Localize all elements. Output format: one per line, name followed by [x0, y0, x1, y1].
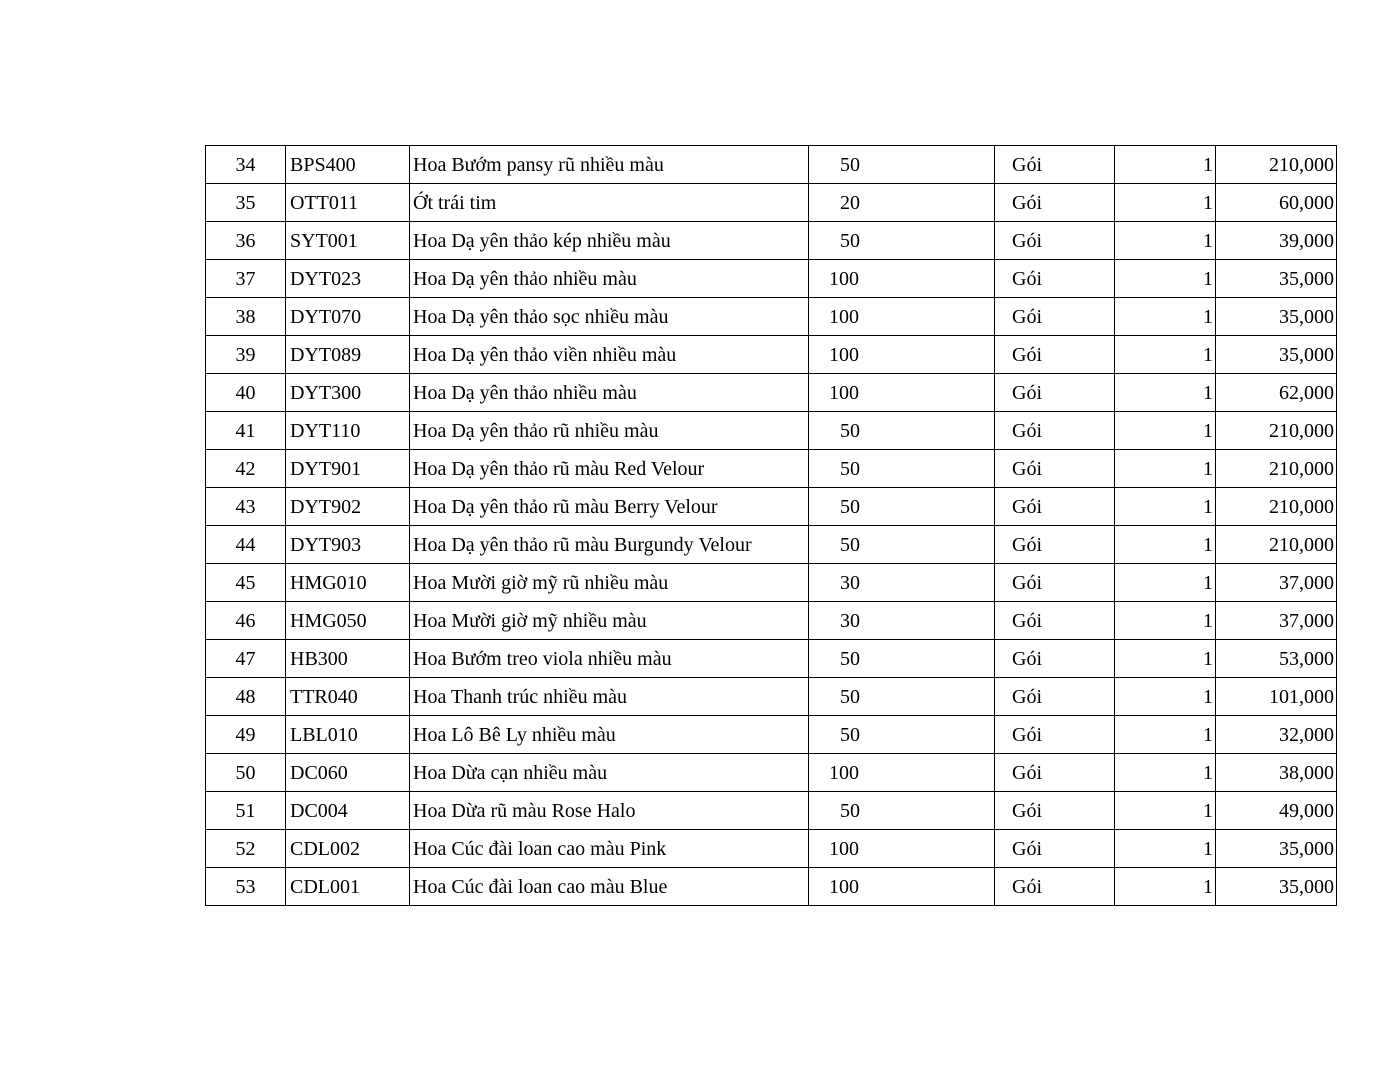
- product-code-cell: SYT001: [286, 222, 410, 260]
- table-body: [206, 146, 1337, 906]
- product-code-cell: HMG010: [286, 564, 410, 602]
- product-code-cell: DYT901: [286, 450, 410, 488]
- price-cell: 35,000: [1216, 260, 1337, 298]
- product-name-cell: Hoa Dạ yên thảo rũ màu Burgundy Velour: [410, 526, 809, 564]
- row-number-cell: 38: [206, 298, 286, 336]
- row-number-cell: 48: [206, 678, 286, 716]
- row-number-cell: 50: [206, 754, 286, 792]
- table-row: [206, 222, 1337, 260]
- product-code-cell: LBL010: [286, 716, 410, 754]
- seed-quantity-cell: 100: [809, 336, 995, 374]
- price-cell: 101,000: [1216, 678, 1337, 716]
- row-number-cell: 52: [206, 830, 286, 868]
- price-cell: 210,000: [1216, 488, 1337, 526]
- unit-cell: Gói: [995, 602, 1115, 640]
- product-code-cell: DYT902: [286, 488, 410, 526]
- seed-quantity-cell: 50: [809, 678, 995, 716]
- seed-quantity-cell: 100: [809, 374, 995, 412]
- price-cell: 210,000: [1216, 450, 1337, 488]
- table-row: [206, 374, 1337, 412]
- product-name-cell: Hoa Dạ yên thảo rũ màu Berry Velour: [410, 488, 809, 526]
- order-quantity-cell: 1: [1115, 830, 1216, 868]
- product-name-cell: Hoa Dạ yên thảo viền nhiều màu: [410, 336, 809, 374]
- seed-quantity-cell: 20: [809, 184, 995, 222]
- price-cell: 210,000: [1216, 412, 1337, 450]
- unit-cell: Gói: [995, 564, 1115, 602]
- product-code-cell: DYT300: [286, 374, 410, 412]
- seed-quantity-cell: 50: [809, 412, 995, 450]
- seed-quantity-cell: 30: [809, 602, 995, 640]
- unit-cell: Gói: [995, 450, 1115, 488]
- product-code-cell: DYT070: [286, 298, 410, 336]
- table-row: [206, 412, 1337, 450]
- unit-cell: Gói: [995, 412, 1115, 450]
- order-quantity-cell: 1: [1115, 260, 1216, 298]
- row-number-cell: 40: [206, 374, 286, 412]
- product-code-cell: CDL001: [286, 868, 410, 906]
- price-cell: 37,000: [1216, 602, 1337, 640]
- product-code-cell: DC060: [286, 754, 410, 792]
- table-row: [206, 716, 1337, 754]
- row-number-cell: 46: [206, 602, 286, 640]
- order-quantity-cell: 1: [1115, 298, 1216, 336]
- table-row: [206, 146, 1337, 184]
- unit-cell: Gói: [995, 754, 1115, 792]
- table-row: [206, 602, 1337, 640]
- unit-cell: Gói: [995, 678, 1115, 716]
- price-cell: 38,000: [1216, 754, 1337, 792]
- seed-quantity-cell: 50: [809, 526, 995, 564]
- product-name-cell: Hoa Bướm treo viola nhiều màu: [410, 640, 809, 678]
- row-number-cell: 42: [206, 450, 286, 488]
- product-code-cell: DC004: [286, 792, 410, 830]
- unit-cell: Gói: [995, 640, 1115, 678]
- product-name-cell: Hoa Dạ yên thảo rũ màu Red Velour: [410, 450, 809, 488]
- unit-cell: Gói: [995, 374, 1115, 412]
- seed-quantity-cell: 50: [809, 792, 995, 830]
- row-number-cell: 44: [206, 526, 286, 564]
- order-quantity-cell: 1: [1115, 184, 1216, 222]
- unit-cell: Gói: [995, 222, 1115, 260]
- seed-quantity-cell: 100: [809, 260, 995, 298]
- product-name-cell: Hoa Mười giờ mỹ rũ nhiều màu: [410, 564, 809, 602]
- product-name-cell: Hoa Dạ yên thảo sọc nhiều màu: [410, 298, 809, 336]
- table-row: [206, 260, 1337, 298]
- order-quantity-cell: 1: [1115, 716, 1216, 754]
- price-cell: 35,000: [1216, 336, 1337, 374]
- unit-cell: Gói: [995, 716, 1115, 754]
- product-name-cell: Hoa Dạ yên thảo kép nhiều màu: [410, 222, 809, 260]
- price-cell: 37,000: [1216, 564, 1337, 602]
- unit-cell: Gói: [995, 298, 1115, 336]
- price-cell: 35,000: [1216, 830, 1337, 868]
- seed-quantity-cell: 50: [809, 488, 995, 526]
- seed-quantity-cell: 100: [809, 868, 995, 906]
- order-quantity-cell: 1: [1115, 868, 1216, 906]
- order-quantity-cell: 1: [1115, 146, 1216, 184]
- product-code-cell: TTR040: [286, 678, 410, 716]
- unit-cell: Gói: [995, 792, 1115, 830]
- order-quantity-cell: 1: [1115, 564, 1216, 602]
- product-code-cell: HB300: [286, 640, 410, 678]
- row-number-cell: 47: [206, 640, 286, 678]
- product-name-cell: Ớt trái tim: [410, 184, 809, 222]
- order-quantity-cell: 1: [1115, 488, 1216, 526]
- order-quantity-cell: 1: [1115, 602, 1216, 640]
- product-name-cell: Hoa Dạ yên thảo nhiều màu: [410, 260, 809, 298]
- product-code-cell: HMG050: [286, 602, 410, 640]
- table-row: [206, 526, 1337, 564]
- unit-cell: Gói: [995, 488, 1115, 526]
- order-quantity-cell: 1: [1115, 678, 1216, 716]
- order-quantity-cell: 1: [1115, 640, 1216, 678]
- seed-quantity-cell: 50: [809, 146, 995, 184]
- price-cell: 60,000: [1216, 184, 1337, 222]
- product-name-cell: Hoa Cúc đài loan cao màu Blue: [410, 868, 809, 906]
- product-code-cell: DYT089: [286, 336, 410, 374]
- row-number-cell: 51: [206, 792, 286, 830]
- table-row: [206, 184, 1337, 222]
- seed-quantity-cell: 100: [809, 754, 995, 792]
- unit-cell: Gói: [995, 260, 1115, 298]
- seed-quantity-cell: 50: [809, 450, 995, 488]
- row-number-cell: 45: [206, 564, 286, 602]
- table-row: [206, 450, 1337, 488]
- table-row: [206, 488, 1337, 526]
- row-number-cell: 36: [206, 222, 286, 260]
- product-code-cell: OTT011: [286, 184, 410, 222]
- product-code-cell: CDL002: [286, 830, 410, 868]
- unit-cell: Gói: [995, 868, 1115, 906]
- price-cell: 210,000: [1216, 146, 1337, 184]
- unit-cell: Gói: [995, 336, 1115, 374]
- product-code-cell: DYT023: [286, 260, 410, 298]
- row-number-cell: 39: [206, 336, 286, 374]
- order-quantity-cell: 1: [1115, 374, 1216, 412]
- row-number-cell: 43: [206, 488, 286, 526]
- table-row: [206, 678, 1337, 716]
- product-name-cell: Hoa Mười giờ mỹ nhiều màu: [410, 602, 809, 640]
- price-cell: 62,000: [1216, 374, 1337, 412]
- product-code-cell: DYT110: [286, 412, 410, 450]
- order-quantity-cell: 1: [1115, 450, 1216, 488]
- seed-quantity-cell: 50: [809, 222, 995, 260]
- product-name-cell: Hoa Dừa rũ màu Rose Halo: [410, 792, 809, 830]
- seed-price-table: [205, 145, 1337, 906]
- product-name-cell: Hoa Thanh trúc nhiều màu: [410, 678, 809, 716]
- row-number-cell: 53: [206, 868, 286, 906]
- table-row: [206, 868, 1337, 906]
- price-cell: 35,000: [1216, 868, 1337, 906]
- table-row: [206, 298, 1337, 336]
- row-number-cell: 34: [206, 146, 286, 184]
- table-row: [206, 640, 1337, 678]
- unit-cell: Gói: [995, 146, 1115, 184]
- product-name-cell: Hoa Dừa cạn nhiều màu: [410, 754, 809, 792]
- unit-cell: Gói: [995, 526, 1115, 564]
- table-row: [206, 564, 1337, 602]
- table-row: [206, 336, 1337, 374]
- order-quantity-cell: 1: [1115, 412, 1216, 450]
- table-row: [206, 792, 1337, 830]
- row-number-cell: 49: [206, 716, 286, 754]
- price-cell: 49,000: [1216, 792, 1337, 830]
- row-number-cell: 37: [206, 260, 286, 298]
- price-cell: 35,000: [1216, 298, 1337, 336]
- product-code-cell: DYT903: [286, 526, 410, 564]
- price-cell: 32,000: [1216, 716, 1337, 754]
- table-row: [206, 830, 1337, 868]
- row-number-cell: 35: [206, 184, 286, 222]
- seed-quantity-cell: 100: [809, 830, 995, 868]
- seed-quantity-cell: 50: [809, 716, 995, 754]
- unit-cell: Gói: [995, 830, 1115, 868]
- price-cell: 210,000: [1216, 526, 1337, 564]
- order-quantity-cell: 1: [1115, 754, 1216, 792]
- row-number-cell: 41: [206, 412, 286, 450]
- product-name-cell: Hoa Cúc đài loan cao màu Pink: [410, 830, 809, 868]
- seed-quantity-cell: 30: [809, 564, 995, 602]
- product-name-cell: Hoa Lô Bê Ly nhiều màu: [410, 716, 809, 754]
- price-cell: 39,000: [1216, 222, 1337, 260]
- product-code-cell: BPS400: [286, 146, 410, 184]
- product-name-cell: Hoa Dạ yên thảo rũ nhiều màu: [410, 412, 809, 450]
- seed-quantity-cell: 50: [809, 640, 995, 678]
- price-cell: 53,000: [1216, 640, 1337, 678]
- seed-quantity-cell: 100: [809, 298, 995, 336]
- unit-cell: Gói: [995, 184, 1115, 222]
- product-name-cell: Hoa Dạ yên thảo nhiều màu: [410, 374, 809, 412]
- order-quantity-cell: 1: [1115, 222, 1216, 260]
- order-quantity-cell: 1: [1115, 336, 1216, 374]
- order-quantity-cell: 1: [1115, 792, 1216, 830]
- table-row: [206, 754, 1337, 792]
- product-name-cell: Hoa Bướm pansy rũ nhiều màu: [410, 146, 809, 184]
- order-quantity-cell: 1: [1115, 526, 1216, 564]
